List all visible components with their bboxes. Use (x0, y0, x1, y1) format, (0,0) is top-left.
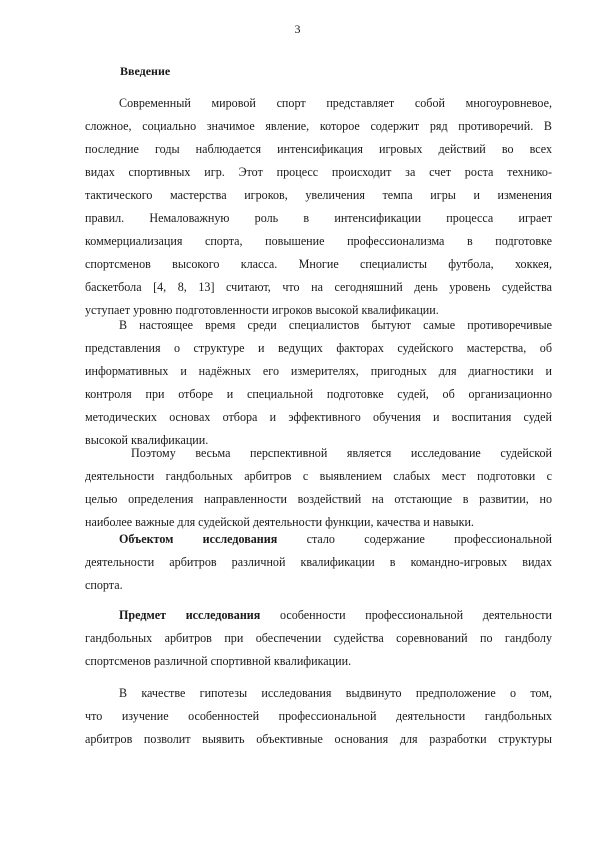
paragraph-hypothesis (85, 682, 552, 751)
text-line: уступает уровню подготовленности игроков высокой квалификации. (85, 303, 439, 317)
text-line: целью определения направленности воздействий на отстающие в развитии, но (85, 492, 552, 506)
text-line: Поэтому весьма перспективной является исследование судейской (131, 446, 552, 460)
text-line: наиболее важные для судейской деятельности функции, качества и навыки. (85, 515, 474, 529)
paragraph-subject (85, 604, 552, 673)
text-line: представления о структуре и ведущих факторах судейского мастерства, об (85, 341, 552, 355)
subject-term: Предмет исследования (119, 608, 261, 622)
text-line: спорта. (85, 578, 123, 592)
text-line: высокой квалификации. (85, 433, 209, 447)
paragraph-perspective (85, 442, 552, 534)
text-line: что изучение особенностей профессиональной деятельности гандбольных (85, 709, 552, 723)
text-line: контроля при отборе и специальной подготовке судей, об организационно (85, 387, 552, 401)
text-line (85, 604, 552, 627)
page-number: 3 (294, 22, 301, 36)
text-line: последние годы наблюдается интенсификация игровых действий во всех (85, 142, 552, 156)
text-line: информативных и надёжных его измерителях, пригодных для диагностики и (85, 364, 552, 378)
text-line: В качестве гипотезы исследования выдвинуто предположение о том, (119, 686, 552, 700)
text-line: баскетбола [4, 8, 13] считают, что на сегодняшний день уровень судейства (85, 280, 552, 294)
text-line: тактического мастерства игроков, увеличения темпа игры и изменения (85, 188, 552, 202)
text-fragment: особенности профессиональной деятельности (260, 608, 552, 622)
text-line: правил. Немаловажную роль в интенсификации процесса играет (85, 211, 552, 225)
text-line: гандбольных арбитров при обеспечении судейства соревнований по гандболу (85, 631, 552, 645)
text-line: спортсменов различной спортивной квалификации. (85, 654, 352, 668)
text-line: коммерциализация спорта, повышение профессионализма в подготовке (85, 234, 552, 248)
text-line: видах спортивных игр. Этот процесс происходит за счет роста технико- (85, 165, 552, 179)
paragraph-intro (85, 92, 552, 322)
text-line: сложное, социально значимое явление, которое содержит ряд противоречий. В (85, 119, 552, 133)
text-line (85, 528, 552, 551)
text-fragment: стало содержание профессиональной (277, 532, 552, 546)
text-line: спортсменов высокого класса. Многие специалисты футбола, хоккея, (85, 257, 552, 271)
text-line: арбитров позволит выявить объективные основания для разработки структуры (85, 732, 552, 746)
text-line: деятельности арбитров различной квалификации в командно-игровых видах (85, 555, 552, 569)
section-heading: Введение (120, 64, 171, 78)
text-line: Современный мировой спорт представляет собой многоуровневое, (119, 96, 552, 110)
paragraph-object (85, 528, 552, 597)
paragraph-specialists (85, 314, 552, 452)
text-line: методических основах отбора и эффективного обучения и воспитания судей (85, 410, 552, 424)
text-line: В настоящее время среди специалистов бытуют самые противоречивые (119, 318, 552, 332)
text-line: деятельности гандбольных арбитров с выявлением слабых мест подготовки с (85, 469, 552, 483)
object-term: Объектом исследования (119, 532, 278, 546)
